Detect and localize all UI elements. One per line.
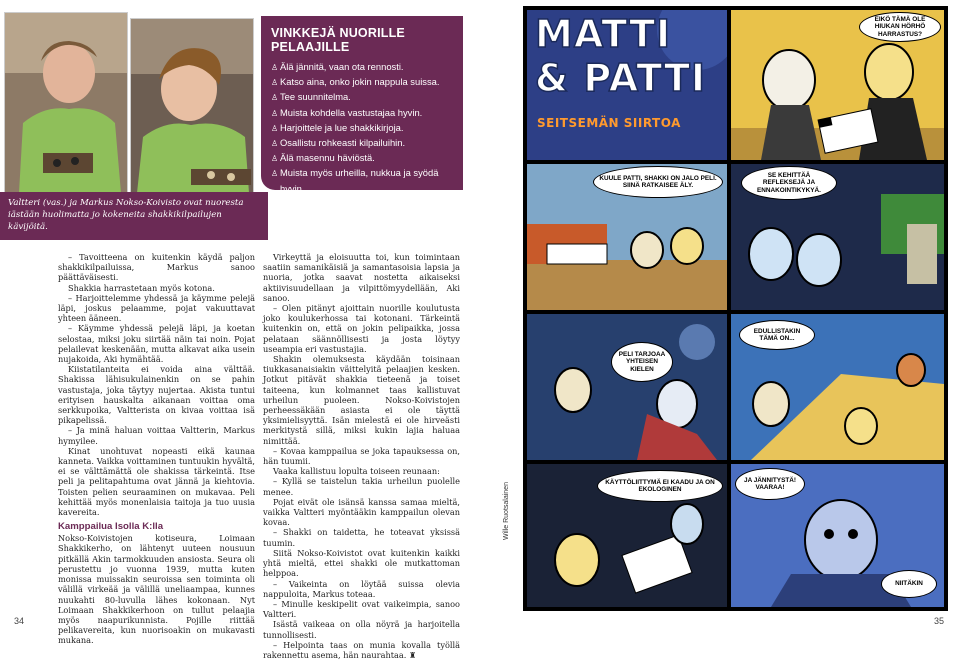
paragraph: – Käymme yhdessä pelejä läpi, ja koetan selostaa, miksi joku siirtää näin tai noin. Pojat pelailevat keskenään, mutta alkavat aika usein nujakoida, Aki hymähtää. [58,323,255,365]
paragraph: – Harjoittelemme yhdessä ja käymme pelejä läpi, joskus pelaamme, pojat vakuuttavat yhteen ääneen. [58,292,255,324]
comic-panel-6 [527,464,727,607]
tips-item: ♙ Osallistu rohkeasti kilpailuihin. [271,136,455,151]
comic-subtitle: SEITSEMÄN SIIRTOA [537,116,681,130]
paragraph: – Vaikeinta on löytää suissa olevia nappuloita, Markus toteaa. [263,578,460,599]
comic-title-line1: MATTI [535,12,672,56]
paragraph: – Minulle keskipelit ovat vaikeimpia, sanoo Valtteri. [263,598,460,620]
paragraph: – Ja minä haluan voittaa Valtterin, Markus hymyilee. [58,425,255,446]
pawn-bullet-icon: ♙ [271,78,279,88]
tips-item: ♙ Muista kohdella vastustajaa hyvin. [271,106,455,121]
photo-caption-text: Valtteri (vas.) ja Markus Nokso-Koivisto ovat nuoresta iästään huolimatta jo kokeneita shakkikilpailujen kävijöitä. [8,198,244,232]
speech-bubble: PELI TARJOAA YHTEISEN KIELEN [611,342,673,382]
speech-bubble: NIITÄKIN [881,570,937,598]
paragraph: Shakkia harrastetaan myös kotona. [68,282,215,293]
illustrator-credit: Wille Ruotsalainen [503,482,510,540]
tips-item: ♙ Älä masennu häviöstä. [271,151,455,166]
paragraph: Virkeyttä ja eloisuutta toi, kun toimintaan saatiin samanikäisiä ja samantasoisia lapsia ja nuoria, jotka saavat nostetta aikaiseksi aktiivisuudellaan ja vilpittömyydellään, Aki sanoo. [263,252,460,303]
comic-title-panel [527,10,727,160]
speech-bubble: EDULLISTAKIN TÄMÄ ON... [739,320,815,350]
comic-strip [523,6,948,611]
paragraph: Vaaka kallistuu lopulta toiseen reunaan: [273,466,440,477]
end-mark-rook-icon: ♜ [409,649,417,660]
speech-bubble: JA JÄNNITYSTÄ! VAARAA! [735,468,805,500]
comic-panel-4 [527,314,727,460]
comic-panel-1 [731,10,944,160]
paragraph: Kinat unohtuvat nopeasti eikä kaunaa kanneta. Vaikka voittaminen tuntuukin hyvältä, ei se välttämättä ole shakissa tärkeintä. Itse peli ja pelitapahtuma ovat jännä ja kiehtovia. Toisten pelien seuraaminen on mukavaa. Peli kehittää myös monenlaisia taitoja ja tuo uusia kavereita. [58,445,255,518]
photo-markus [130,18,254,194]
tips-item: ♙ Älä jännitä, vaan ota rennosti. [271,60,455,75]
article-column-2 [263,252,460,660]
speech-bubble: EIKÖ TÄMÄ OLE HIUKAN HÖRHÖ HARRASTUS? [859,12,941,42]
photo-valtteri-image [5,13,127,193]
paragraph: – Tavoitteena on kuitenkin käydä paljon shakkikilpailuissa, Markus sanoo päättäväisesti. [58,252,255,283]
paragraph: – Kyllä se taistelun takia urheilun puolelle menee. [263,476,460,497]
tips-box [261,16,463,194]
speech-bubble: KÄYTTÖLIITTYMÄ EI KAADU JA ON EKOLOGINEN [597,470,723,502]
tips-item: ♙ Katso aina, onko jokin nappula suissa. [271,75,455,90]
pawn-bullet-icon: ♙ [271,139,279,149]
comic-title-line2: & PATTI [535,56,707,100]
pawn-bullet-icon: ♙ [271,123,279,133]
comic-panel-2 [527,164,727,310]
paragraph: – Kovaa kamppailua se joka tapauksessa on, hän tuumii. [263,445,460,467]
comic-panel-3 [731,164,944,310]
photo-valtteri [4,12,128,194]
comic-panel-7 [731,464,944,607]
paragraph: – Olen pitänyt ajoittain nuorille koulutusta joko koulukerhossa tai kotonani. Tärkeintä kuitenkin on, että on jokin pelipaikka, jossa pelataan säännöllisesti ja josta löytyy useampia eri vastustajia. [263,303,460,354]
tips-item: ♙ Muista myös urheilla, nukkua ja syödä [271,166,455,181]
tips-item: ♙ Harjoittele ja lue shakkikirjoja. [271,121,455,136]
photo-markus-image [131,19,253,193]
article-column-1 [58,252,255,646]
pawn-bullet-icon: ♙ [271,63,279,72]
pawn-bullet-icon: ♙ [271,108,279,118]
tips-item: ♙ Tee suunnitelma. [271,90,455,105]
paragraph: Shakin olemuksesta käydään toisinaan tiukkasanaisiakin väittelyitä pelaajien kesken. Jotkut pitävät shakkia tieteenä ja toiset taiteena, kun kolmannet taas kallistuvat urheilun puoleen. Nokso-Koivistojen perheessäkään asiasta ei ole täyttä yksimielisyyttä. Isän mielestä ei ole hirveästi merkitystä sillä, miksi kukin lajia haluaa nimittää. [263,354,460,446]
photo-caption [0,192,268,240]
tips-item-continuation: hyvin. [280,182,305,194]
paragraph: Isästä vaikeaa on olla nöyrä ja harjoitella tunnollisesti. [263,619,460,640]
paragraph: Kiistatilanteita ei voida aina välttää. Shakissa lähisukulainenkin on se pahin vastustaja, joka täytyy nujertaa. Akista tuntui erityisen hauskalta aikanaan voittaa oma serkkupoika, Valtterista on kivaa voittaa isä pikapelissä. [58,364,255,426]
pawn-bullet-icon: ♙ [271,169,279,179]
paragraph: Nokso-Koivistojen kotiseura, Loimaan Shakkikerho, on lähtenyt uuteen nousuun pitkällä Akin tarmokkuuden ansiosta. Seura oli perustettu jo vuonna 1939, mutta kuten monissa muissakin seuroissa sen toiminta oli välillä virkeää ja välillä uneliaampaa, kunnes nuukahti 80-luvulla lähes kokonaan. Nyt Loimaan Shakkikerhoon on tullut pelaajia myös naapurikunnista. Pojille riittää pelikavereita, kun nuorisoakin on mukavasti mukana. [58,533,255,646]
comic-panel-4-art [527,314,727,460]
comic-panel-5 [731,314,944,460]
paragraph: Pojat eivät ole isänsä kanssa samaa mieltä, vaikka Valtteri myöntääkin kamppailun olevan kovaa. [263,496,460,528]
pawn-bullet-icon: ♙ [271,154,279,164]
section-heading: Kamppailua Isolla K:lla [58,521,164,533]
paragraph: – Shakki on taidetta, he toteavat yksissä tuumin. [263,527,460,548]
page-number-right: 35 [934,616,945,626]
tips-title: VINKKEJÄ NUORILLE PELAAJILLE [271,26,405,54]
speech-bubble: KUULE PATTI, SHAKKI ON JALO PELI. SIINÄ RATKAISEE ÄLY. [593,166,723,198]
pawn-bullet-icon: ♙ [271,93,279,103]
tips-list [261,60,463,196]
page-number-left: 34 [14,616,25,626]
speech-bubble: SE KEHITTÄÄ REFLEKSEJÄ JA ENNAKOINTIKYKYÄ. [741,166,837,200]
paragraph: – Helpointa taas on munia kovalla työllä rakennettu asema, hän naurahtaa. ♜ [263,639,460,660]
paragraph: Siitä Nokso-Koivistot ovat kuitenkin kaikki yhtä mieltä, ettei shakki ole mutkattoman helppoa. [263,547,460,579]
